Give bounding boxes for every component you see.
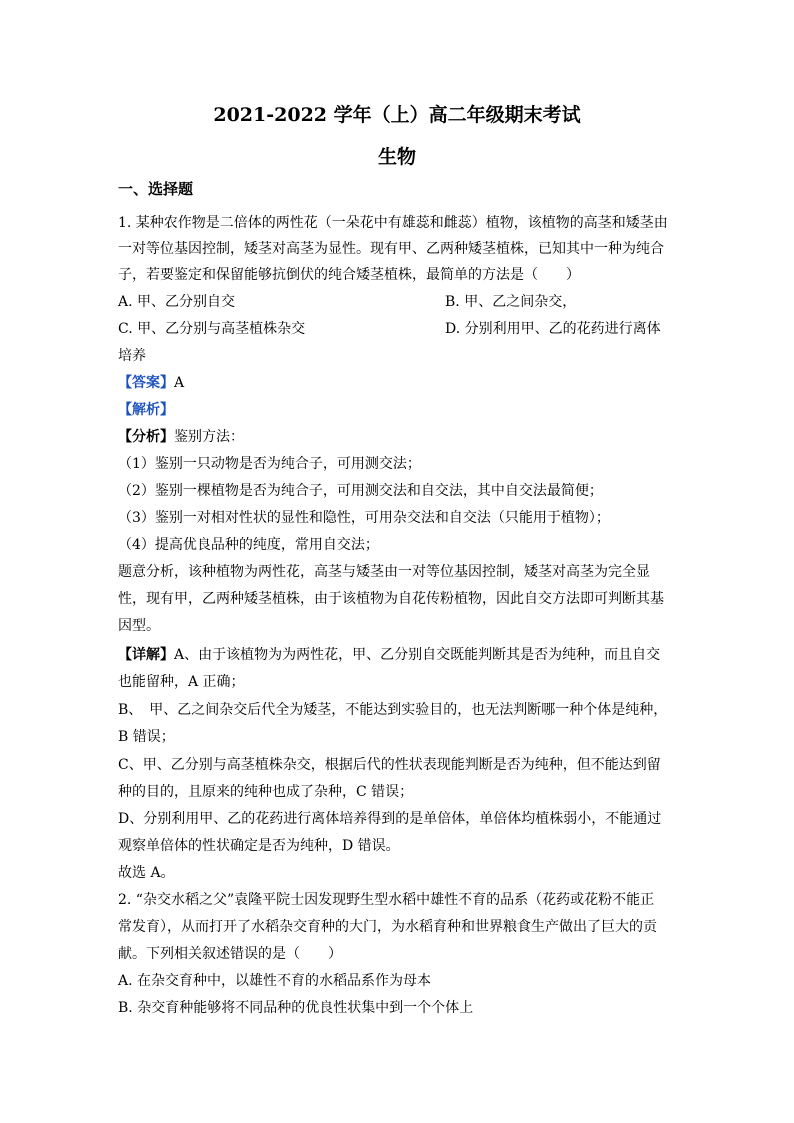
method-4: （4）提高优良品种的纯度，常用自交法； [118,537,379,553]
q2-stem-line-1: 2. “杂交水稻之父”袁隆平院士因发现野生型水稻中雄性不育的品系（花药或花粉不能正 [118,892,655,908]
method-3: （3）鉴别一对相对性状的显性和隐性，可用杂交法和自交法（只能用于植物）； [118,510,610,526]
detail-line-1 [118,645,660,665]
exam-title: 2021-2022 学年（上）高二年级期末考试 [213,104,581,126]
detail-line-8: 观察单倍体的性状确定是否为纯种，D 错误。 [118,838,400,854]
q1-option-d: D. 分别利用甲、乙的花药进行离体 [445,321,661,337]
detail-line-4: B 错误； [118,729,175,745]
method-1: （1）鉴别一只动物是否为纯合子，可用测交法； [118,456,421,472]
detail-line-6: 种的目的，且原来的纯种也成了杂种，C 错误； [118,784,414,800]
detail-line-5: C、甲、乙分别与高茎植株杂交，根据后代的性状表现能判断是否为纯种，但不能达到留 [118,757,661,773]
subject-title: 生物 [377,146,416,168]
q1-fenxi [118,427,244,447]
q2-option-a: A. 在杂交育种中，以雄性不育的水稻品系作为母本 [118,973,432,989]
method-2: （2）鉴别一棵植物是否为纯合子，可用测交法和自交法，其中自交法最简便； [118,483,603,499]
analysis-tag: 【解析】 [118,402,174,418]
answer-tag: 【答案】 [118,375,174,391]
q1-option-a: A. 甲、乙分别自交 [118,294,236,310]
detail-line-9: 故选 A。 [118,865,175,881]
q1-stem-line-2: 一对等位基因控制，矮茎对高茎为显性。现有甲、乙两种矮茎植株，已知其中一种为纯合 [118,241,664,257]
q2-stem-line-2: 常发育），从而打开了水稻杂交育种的大门，为水稻育种和世界粮食生产做出了巨大的贡 [118,919,657,935]
detail-text-1: A、由于该植物为为两性花，甲、乙分别自交既能判断其是否为纯种，而且自交 [174,647,661,663]
fenxi-tag: 【分析】 [118,429,174,445]
fenxi-intro: 鉴别方法： [174,429,244,445]
answer-value: A [174,375,185,391]
detail-tag: 【详解】 [118,647,174,663]
section-heading: 一、选择题 [118,180,194,198]
q2-option-b: B. 杂交育种能够将不同品种的优良性状集中到一个个体上 [118,1000,474,1016]
q1-stem-line-3: 子，若要鉴定和保留能够抗倒伏的纯合矮茎植株，最简单的方法是（ ） [118,267,580,283]
q1-option-c: C. 甲、乙分别与高茎植株杂交 [118,321,306,337]
detail-line-7: D、分别利用甲、乙的花药进行离体培养得到的是单倍体，单倍体均植株弱小，不能通过 [118,811,662,827]
question-analysis-line-2: 性，现有甲，乙两种矮茎植株，由于该植物为自花传粉植物，因此自交方法即可判断其基 [118,591,664,607]
q1-answer [118,373,184,393]
q2-stem-line-3: 献。下列相关叙述错误的是（ ） [118,946,342,962]
q1-option-d-continued: 培养 [118,348,146,364]
q1-option-b: B. 甲、乙之间杂交， [445,294,577,310]
question-analysis-line-1: 题意分析，该种植物为两性花，高茎与矮茎由一对等位基因控制，矮茎对高茎为完全显 [118,564,650,580]
detail-line-2: 也能留种，A 正确； [118,674,245,690]
q1-stem-line-1: 1. 某种农作物是二倍体的两性花（一朵花中有雄蕊和雌蕊）植物，该植物的高茎和矮茎由 [118,215,668,231]
detail-line-3: B、 甲、乙之间杂交后代全为矮茎，不能达到实验目的，也无法判断哪一种个体是纯种， [118,702,668,718]
q1-analysis-heading [118,400,174,420]
question-analysis-line-3: 因型。 [118,618,160,634]
